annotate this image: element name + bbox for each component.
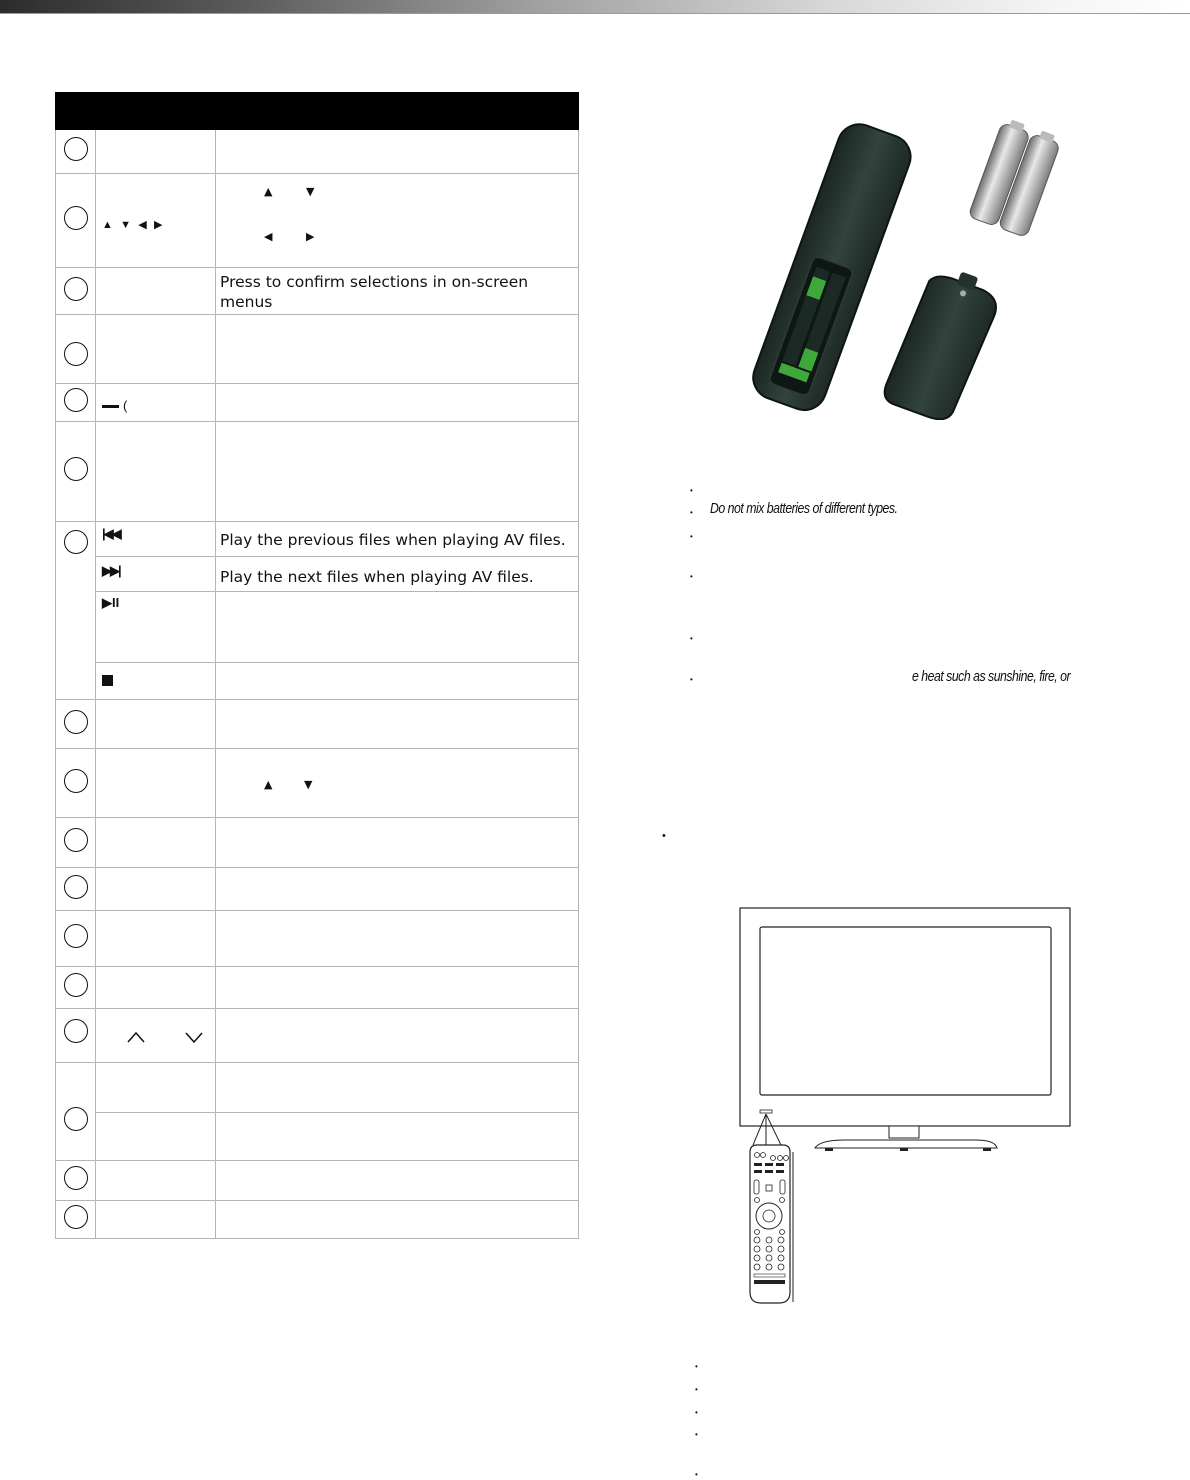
description-cell — [216, 749, 579, 818]
bullet-dot: • — [695, 1430, 698, 1439]
table-row — [56, 422, 579, 522]
next-icon: ▶▶| — [102, 563, 120, 578]
table-row — [56, 557, 579, 592]
callout-circle — [64, 530, 88, 554]
callout-circle — [64, 342, 88, 366]
usage-notes-list — [690, 1362, 1110, 1480]
right-arrow-icon: ▶ — [306, 230, 315, 243]
description-cell — [216, 130, 579, 174]
table-row — [56, 868, 579, 911]
tv-stand — [815, 1140, 997, 1148]
remote-button-table — [55, 92, 579, 1239]
button-cell — [96, 384, 216, 422]
right-arrow-icon: ▶ — [153, 219, 163, 231]
batteries — [968, 120, 1063, 238]
header-gradient-bar — [0, 0, 1190, 13]
ir-sensor — [760, 1110, 772, 1113]
button-cell — [96, 174, 216, 268]
description-cell: Play the next files when playing AV files. — [216, 557, 579, 592]
table-row — [56, 268, 579, 315]
battery-cover — [881, 261, 1005, 420]
header-cell-number — [56, 93, 96, 130]
callout-number — [56, 174, 96, 268]
button-cell — [96, 268, 216, 315]
button-cell — [96, 818, 216, 868]
callout-circle — [64, 828, 88, 852]
callout-circle — [64, 1019, 88, 1043]
bullet-text: e heat such as sunshine, fire, or — [912, 668, 1071, 685]
callout-circle — [64, 710, 88, 734]
header-cell-description — [216, 93, 579, 130]
description-cell — [216, 384, 579, 422]
callout-circle — [64, 973, 88, 997]
button-cell — [96, 749, 216, 818]
bullet-dot: • — [662, 830, 666, 842]
callout-number — [56, 1009, 96, 1063]
description-cell — [216, 818, 579, 868]
table-row — [56, 967, 579, 1009]
description-cell — [216, 1063, 579, 1113]
table-row — [56, 1113, 579, 1161]
battery-precautions-list — [690, 480, 1110, 700]
callout-number — [56, 749, 96, 818]
button-cell — [96, 663, 216, 700]
button-cell — [96, 130, 216, 174]
button-cell — [96, 315, 216, 384]
button-cell — [96, 700, 216, 749]
callout-circle — [64, 137, 88, 161]
button-cell — [96, 1009, 216, 1063]
description-cell — [216, 592, 579, 663]
callout-circle — [64, 769, 88, 793]
description-cell: Press to confirm selections in on-screen menus — [216, 268, 579, 315]
callout-number — [56, 967, 96, 1009]
button-label-suffix: ( — [123, 398, 128, 413]
left-arrow-icon: ◀ — [264, 230, 273, 243]
up-arrow-icon: ▲ — [102, 219, 113, 231]
table-row — [56, 911, 579, 967]
bullet-dot: • — [690, 572, 693, 581]
chevron-down-icon — [186, 1033, 202, 1042]
button-cell — [96, 422, 216, 522]
callout-circle — [64, 1166, 88, 1190]
callout-circle — [64, 924, 88, 948]
chevron-up-icon — [128, 1033, 144, 1042]
callout-number — [56, 130, 96, 174]
description-cell — [216, 700, 579, 749]
play-pause-icon: ▶II — [102, 595, 120, 610]
stop-icon — [102, 675, 113, 686]
bullet-dot: • — [690, 508, 693, 517]
description-cell — [216, 1113, 579, 1161]
description-cell — [216, 315, 579, 384]
callout-number — [56, 1161, 96, 1201]
down-arrow-icon: ▼ — [120, 219, 132, 231]
bullet-dot: • — [690, 486, 693, 495]
button-cell — [96, 911, 216, 967]
callout-number — [56, 522, 96, 700]
callout-circle — [64, 206, 88, 230]
bullet-dot: • — [690, 675, 693, 684]
callout-number — [56, 1201, 96, 1239]
button-cell — [96, 967, 216, 1009]
callout-circle — [64, 388, 88, 412]
button-cell — [96, 522, 216, 557]
channel-chevrons — [126, 1028, 216, 1046]
description-cell — [216, 967, 579, 1009]
callout-number — [56, 911, 96, 967]
table-row — [56, 663, 579, 700]
button-cell — [96, 557, 216, 592]
callout-number — [56, 700, 96, 749]
callout-number — [56, 868, 96, 911]
remote-front — [750, 1145, 793, 1303]
bullet-text: Do not mix batteries of different types. — [710, 500, 898, 517]
callout-circle — [64, 277, 88, 301]
table-row — [56, 818, 579, 868]
callout-number — [56, 315, 96, 384]
button-cell — [96, 1161, 216, 1201]
callout-circle — [64, 457, 88, 481]
bullet-dot: • — [695, 1408, 698, 1417]
bullet-dot: • — [695, 1362, 698, 1371]
previous-icon: |◀◀ — [102, 526, 120, 541]
tv-remote-illustration — [725, 900, 1105, 1315]
table-row — [56, 1063, 579, 1113]
table-row — [56, 1009, 579, 1063]
table-row — [56, 1201, 579, 1239]
table-row — [56, 522, 579, 557]
description-cell — [216, 1201, 579, 1239]
table-row — [56, 130, 579, 174]
table-header-row — [56, 93, 579, 130]
description-cell: Play the previous files when playing AV files. — [216, 522, 579, 557]
bullet-dot: • — [695, 1385, 698, 1394]
button-cell — [96, 1201, 216, 1239]
description-cell — [216, 1009, 579, 1063]
bullet-dot: • — [690, 634, 693, 643]
tv-screen — [760, 927, 1051, 1095]
button-cell — [96, 1113, 216, 1161]
description-cell — [216, 422, 579, 522]
description-cell — [216, 911, 579, 967]
callout-number — [56, 384, 96, 422]
up-arrow-icon: ▲ — [264, 778, 273, 791]
table-row — [56, 700, 579, 749]
table-row — [56, 174, 579, 268]
callout-circle — [64, 875, 88, 899]
callout-number — [56, 818, 96, 868]
table-row — [56, 749, 579, 818]
header-rule — [0, 13, 1190, 14]
down-arrow-icon: ▼ — [304, 778, 313, 791]
left-arrow-icon: ◀ — [138, 219, 147, 231]
bullet-dot: • — [695, 1470, 698, 1479]
button-cell — [96, 1063, 216, 1113]
callout-circle — [64, 1205, 88, 1229]
description-cell — [216, 1161, 579, 1201]
description-cell — [216, 868, 579, 911]
table-row — [56, 1161, 579, 1201]
up-arrow-icon: ▲ — [264, 185, 273, 198]
header-cell-button — [96, 93, 216, 130]
bullet-dot: • — [690, 532, 693, 541]
callout-number — [56, 268, 96, 315]
callout-circle — [64, 1107, 88, 1131]
callout-number — [56, 1063, 96, 1161]
table-row — [56, 384, 579, 422]
table-row — [56, 592, 579, 663]
down-arrow-icon: ▼ — [306, 185, 315, 198]
minus-icon — [102, 405, 119, 408]
button-cell — [96, 592, 216, 663]
callout-number — [56, 422, 96, 522]
table-row — [56, 315, 579, 384]
description-cell — [216, 663, 579, 700]
button-cell — [96, 868, 216, 911]
remote-battery-illustration — [715, 120, 1100, 420]
description-cell — [216, 174, 579, 268]
